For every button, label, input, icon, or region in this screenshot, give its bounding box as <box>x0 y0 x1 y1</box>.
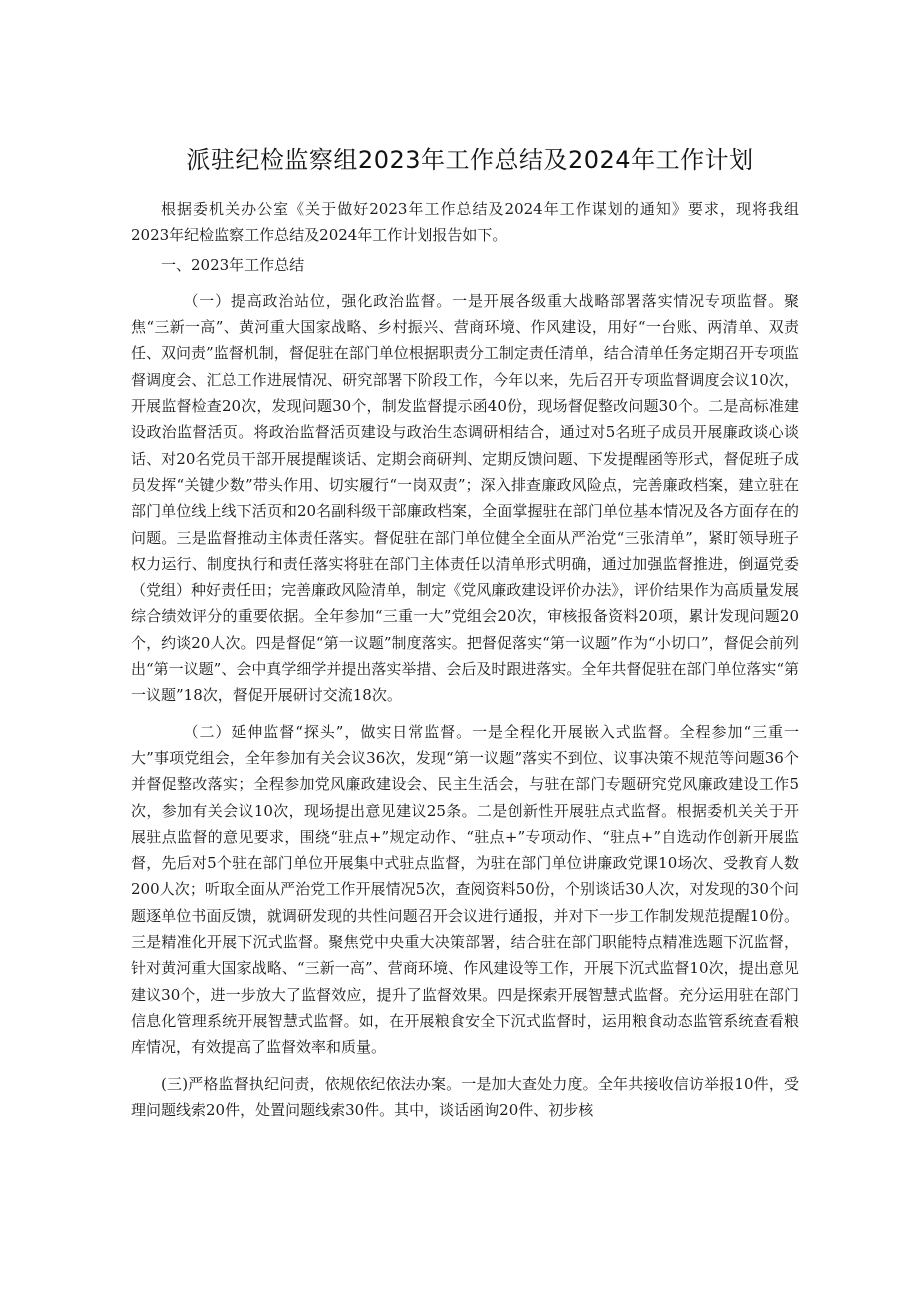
document-body <box>131 196 799 1123</box>
document-title: 派驻纪检监察组2023年工作总结及2024年工作计划 <box>186 146 754 174</box>
paragraph-daily-supervision: （二）延伸监督“探头”，做实日常监督。一是全程化开展嵌入式监督。全程参加“三重一大”事项党组会，全年参加有关会议36次，发现“第一议题”落实不到位、议事决策不规范等问题36个并督促整改落实；全程参加党风廉政建设会、民主生活会，与驻在部门专题研究党风廉政建设工作5次，参加有关会议10次，现场提出意见建议25条。二是创新性开展驻点式监督。根据委机关关于开展驻点监督的意见要求，围绕“驻点+”规定动作、“驻点+”专项动作、“驻点+”自选动作创新开展监督，先后对5个驻在部门单位开展集中式驻点监督，为驻在部门单位讲廉政党课10场次、受教育人数200人次；听取全面从严治党工作开展情况5次，查阅资料50份，个别谈话30人次，对发现的30个问题逐单位书面反馈，就调研发现的共性问题召开会议进行通报，并对下一步工作制发规范提醒10份。三是精准化开展下沉式监督。聚焦党中央重大决策部署，结合驻在部门职能特点精准选题下沉监督，针对黄河重大国家战略、“三新一高”、营商环境、作风建设等工作，开展下沉式监督10次，提出意见建议30个，进一步放大了监督效应，提升了监督效果。四是探索开展智慧式监督。充分运用驻在部门信息化管理系统开展智慧式监督。如，在开展粮食安全下沉式监督时，运用粮食动态监管系统查看粮库情况，有效提高了监督效率和质量。 <box>131 722 799 1057</box>
paragraph-discipline-enforcement: (三)严格监督执纪问责，依规依纪依法办案。一是加大查处力度。全年共接收信访举报10件，受理问题线索20件，处置问题线索30件。其中，谈话函询20件、初步核 <box>131 1074 799 1119</box>
section-1-heading: 一、2023年工作总结 <box>161 255 305 274</box>
intro-paragraph: 根据委机关办公室《关于做好2023年工作总结及2024年工作谋划的通知》要求，现将我组2023年纪检监察工作总结及2024年工作计划报告如下。 <box>131 200 799 245</box>
paragraph-political-supervision: （一）提高政治站位，强化政治监督。一是开展各级重大战略部署落实情况专项监督。聚焦“三新一高”、黄河重大国家战略、乡村振兴、营商环境、作风建设，用好“一台账、两清单、双责任、双问责”监督机制，督促驻在部门单位根据职责分工制定责任清单，结合清单任务定期召开专项监督调度会、汇总工作进展情况、研究部署下阶段工作，今年以来，先后召开专项监督调度会议10次，开展监督检查20次，发现问题30个，制发监督提示函40份，现场督促整改问题30个。二是高标准建设政治监督活页。将政治监督活页建设与政治生态调研相结合，通过对5名班子成员开展廉政谈心谈话、对20名党员干部开展提醒谈话、定期会商研判、定期反馈问题、下发提醒函等形式，督促班子成员发挥“关键少数”带头作用、切实履行“一岗双责”；深入排查廉政风险点，完善廉政档案，建立驻在部门单位线上线下活页和20名副科级干部廉政档案，全面掌握驻在部门单位基本情况及各方面存在的问题。三是监督推动主体责任落实。督促驻在部门单位健全全面从严治党“三张清单”，紧盯领导班子权力运行、制度执行和责任落实将驻在部门主体责任以清单形式明确，通过加强监督推进，倒逼党委（党组）种好责任田；完善廉政风险清单，制定《党风廉政建设评价办法》，评价结果作为高质量发展综合绩效评分的重要依据。全年参加“三重一大”党组会20次，审核报备资料20项，累计发现问题20个，约谈20人次。四是督促“第一议题”制度落实。把督促落实“第一议题”作为“小切口”，督促会前列出“第一议题”、会中真学细学并提出落实举措、会后及时跟进落实。全年共督促驻在部门单位落实“第一议题”18次，督促开展研讨交流18次。 <box>131 291 800 705</box>
